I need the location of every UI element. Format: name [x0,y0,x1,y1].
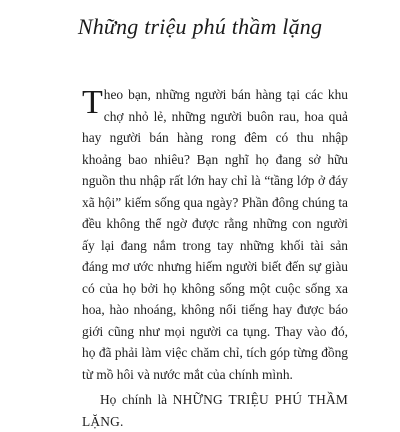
paragraph-conclusion [82,389,348,432]
paragraph-intro [82,84,348,385]
drop-cap: T [82,84,103,121]
paragraph-conclusion-tail: . [120,413,124,429]
paragraph-intro-text: heo bạn, những người bán hàng tại các khu chợ nhỏ lẻ, những người buôn rau, hoa quả hay người bán hàng rong đêm có thu nhập khoảng bao nhiêu? Bạn nghĩ họ đang sở hữu nguồn thu nhập rất lớn hay chỉ là “tầng lớp ở đáy xã hội” kiếm sống qua ngày? Phần đông chúng ta đều không thể ngờ được rằng những con người ấy lại đang nắm trong tay những khối tài sản đáng mơ ước nhưng hiếm người biết đến sự giàu có của họ bởi họ không sống một cuộc sống xa hoa, hào nhoáng, không nổi tiếng hay được báo giới cũng như mọi người ca tụng. Thay vào đó, họ đã phải làm việc chăm chỉ, tích góp từng đồng từ mồ hôi và nước mắt của chính mình. [82,87,348,382]
body-text [82,84,348,432]
paragraph-conclusion-emphasis: NHỮNG TRIỆU PHÚ THẦM LẶNG [82,392,348,429]
paragraph-conclusion-lead: Họ chính là [100,392,173,407]
chapter-title: Những triệu phú thầm lặng [77,14,323,39]
